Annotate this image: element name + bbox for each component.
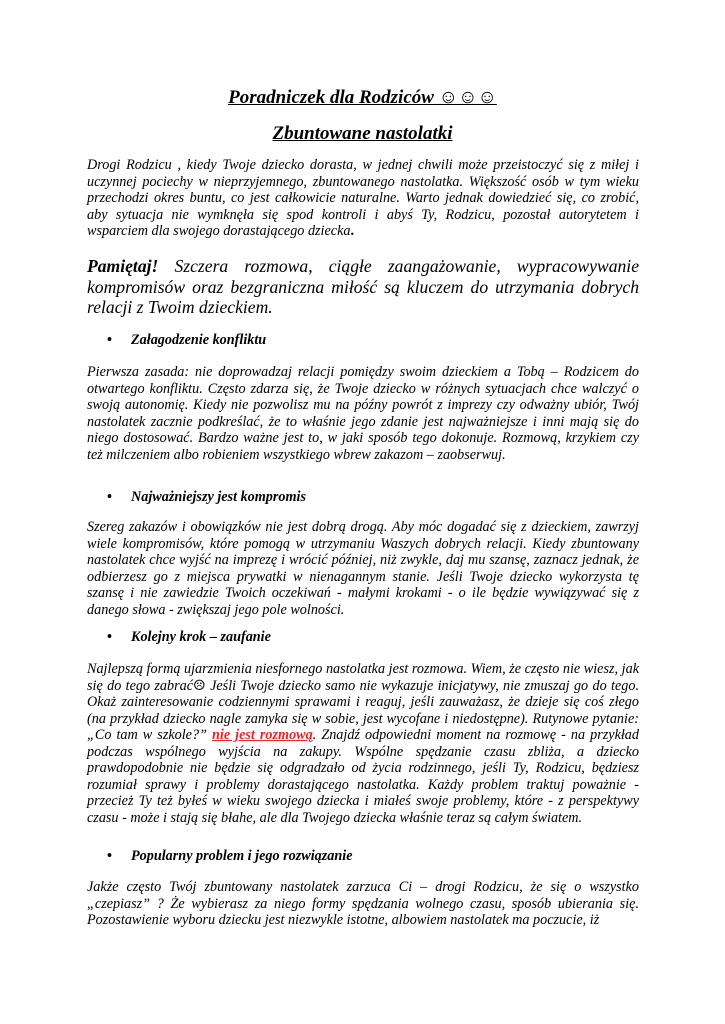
section-heading-3	[107, 628, 637, 646]
section-heading-2	[107, 488, 637, 506]
section-heading-label: Najważniejszy jest kompromis	[131, 489, 306, 505]
section-paragraph-1	[87, 364, 639, 463]
page-subtitle: Zbuntowane nastolatki	[272, 123, 453, 144]
section-heading-label: Popularny problem i jego rozwiązanie	[131, 848, 353, 864]
bullet-icon: •	[107, 848, 112, 864]
intro-end: .	[350, 223, 355, 239]
bullet-icon: •	[107, 332, 112, 348]
section-heading-1	[107, 331, 637, 349]
section-heading-label: Załagodzenie konfliktu	[131, 332, 267, 348]
section-text-b: . Znajdź odpowiedni moment na rozmowę - na przykład podczas wspólnego wyjścia na zakupy. Wspólne spędzanie czasu zbliża, a dziecko prawdopodobnie nie będzie się odgradzało od życia rodzinnego, jeśli Ty, Rodzicu, będziesz rozumiał sprawy i problemy dorastającego nastolatka. Każdy problem traktuj poważnie - przecież Ty też byłeś w wieku swojego dziecka i miałeś swoje problemy, które - z perspektywy czasu - może i stają się błahe, ale dla Twojego dziecka właśnie teraz są całym światem.	[87, 727, 639, 826]
section-text: Szereg zakazów i obowiązków nie jest dobrą drogą. Aby móc dogadać się z dzieckiem, zawrzyj wiele kompromisów, które pomogą w utrzymaniu Waszych dobrych relacji. Kiedy zbuntowany nastolatek chce wyjść na imprezę i wrócić później, niż zwykle, daj mu szansę, zaznacz jednak, że odbierzesz go z miejsca prywatki w nienagannym stanie. Jeśli Twoje dziecko wykorzysta tę szansę i nie zawiedzie Twoich oczekiwań - małymi krokami - o ile będzie wywiązywać się z danego słowa - zwiększaj jego pole wolności.	[87, 519, 639, 618]
section-text-a: Najlepszą formą ujarzmienia niesfornego nastolatka jest rozmowa. Wiem, że często nie wiesz, jak się do tego zabrać☹ Jeśli Twoje dziecko samo nie wykazuje inicjatywy, nie zmuszaj go do tego. Okaż zainteresowanie codziennymi sprawami i reaguj, jeśli zauważasz, że dzieje się coś złego (na przykład dziecko nagle zamyka się w sobie, jest wycofane i niedostępne). Rutynowe pytanie: „Co tam w szkole?”	[87, 661, 639, 743]
remember-text: Szczera rozmowa, ciągłe zaangażowanie, wypracowywanie kompromisów oraz bezgraniczna miłość są kluczem do utrzymania dobrych relacji z Twoim dzieckiem.	[87, 256, 639, 318]
intro-text: Drogi Rodzicu , kiedy Twoje dziecko dorasta, w jednej chwili może przeistoczyć się z miłej i uczynnej pociechy w nieprzyjemnego, zbuntowanego nastolatka. Większość osób w tym wieku przechodzi okres buntu, co jest całkowicie naturalne. Warto jednak dowiedzieć się, co zrobić, aby sytuacja nie wymknęła się spod kontroli i abyś Ty, Rodzicu, pozostał autorytetem i wsparciem dla swojego dorastającego dziecka	[87, 157, 639, 239]
highlighted-phrase: nie jest rozmową	[212, 727, 313, 743]
section-paragraph-4	[87, 879, 639, 929]
bullet-icon: •	[107, 489, 112, 505]
section-heading-4	[107, 847, 637, 865]
bullet-icon: •	[107, 629, 112, 645]
page-title: Poradniczek dla Rodziców ☺☺☺	[228, 87, 497, 108]
section-text: Jakże często Twój zbuntowany nastolatek zarzuca Ci – drogi Rodzicu, że się o wszystko „czepiasz” ? Że wybierasz za niego formy spędzania wolnego czasu, sposób ubierania się. Pozostawienie wyboru dziecku jest niezwykle istotne, albowiem nastolatek ma poczucie, iż	[87, 879, 639, 928]
section-heading-label: Kolejny krok – zaufanie	[131, 629, 271, 645]
remember-paragraph	[87, 256, 639, 318]
section-paragraph-3	[87, 661, 639, 826]
section-paragraph-2	[87, 519, 639, 618]
intro-paragraph	[87, 157, 639, 240]
remember-label: Pamiętaj!	[87, 256, 159, 276]
section-text: Pierwsza zasada: nie doprowadzaj relacji pomiędzy swoim dzieckiem a Tobą – Rodzicem do otwartego konfliktu. Często zdarza się, że Twoje dziecko w różnych sytuacjach chce walczyć o swoją autonomię. Kiedy nie pozwolisz mu na późny powrót z imprezy czy odważny ubiór, Twój nastolatek zacznie podkreślać, że to właśnie jego zdanie jest najważniejsze i inni mają się do niego dostosować. Bardzo ważne jest to, w jaki sposób tego dokonuje. Rozmową, krzykiem czy też milczeniem albo robieniem wszystkiego wbrew zakazom – zaobserwuj.	[87, 364, 639, 463]
